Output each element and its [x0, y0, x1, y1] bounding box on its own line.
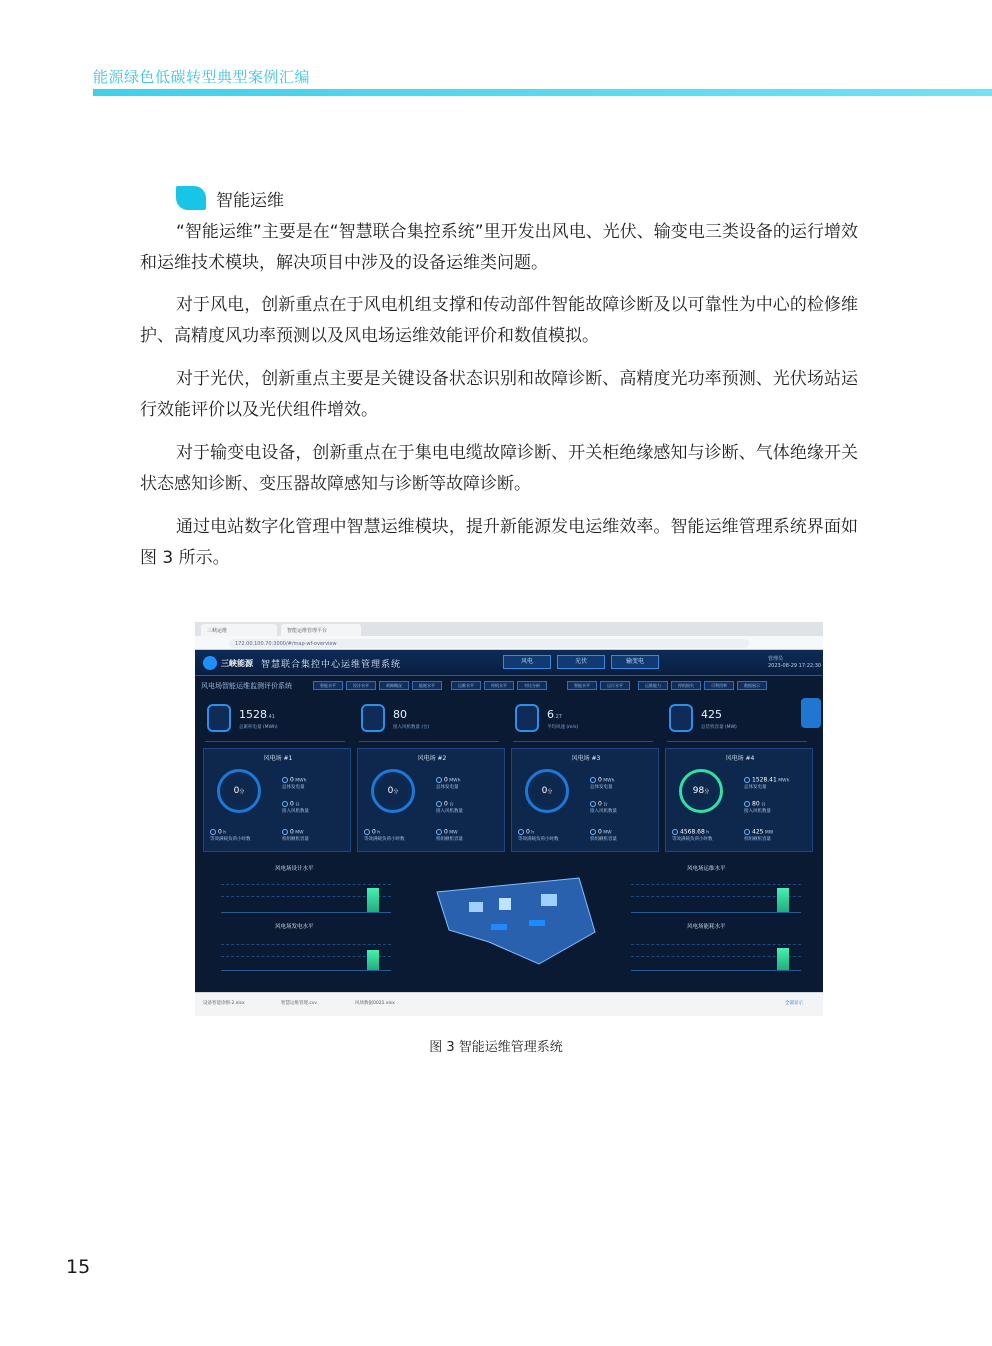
wind-farm-card[interactable] [357, 748, 505, 852]
sub-button[interactable]: 智能水平 [313, 681, 343, 690]
capacity-icon [669, 704, 693, 732]
download-item[interactable]: 风场数据0021.xlsx [355, 1001, 395, 1006]
brand-name: 三峡能源 [221, 659, 253, 668]
grid-line [221, 896, 391, 897]
gauge-unit: 分 [393, 789, 399, 795]
sub-button[interactable]: 运维水平 [451, 681, 481, 690]
kpi-label: 平均风速 (m/s) [547, 725, 579, 730]
metric-energy: 0 MWh 总体发电量 [282, 776, 307, 790]
card-title: 风电场 #3 [571, 755, 601, 762]
kpi-value: 80 [393, 708, 407, 721]
clock-icon [210, 829, 216, 835]
metric-turbines: 0 台 接入风机数量 [436, 800, 463, 814]
kpi-value: 425 [701, 708, 722, 721]
gauge-value: 0 [387, 786, 394, 796]
section-title: 智能运维 [216, 190, 284, 211]
metric-capacity: 0 MW 机组额机容量 [590, 828, 617, 842]
sub-button[interactable]: 数据展示 [737, 681, 767, 690]
paragraph: 对于风电，创新重点在于风电机组支撑和传动部件智能故障诊断及以可靠性为中心的检修维护、高精度风功率预测以及风电场运维效能评价和数值模拟。 [140, 295, 858, 346]
chart-bar [367, 888, 379, 912]
turbine-icon [361, 704, 385, 732]
score-gauge [525, 769, 569, 813]
wind-icon [515, 704, 539, 732]
header-rule [93, 89, 992, 96]
chart-baseline [221, 912, 391, 913]
energy-icon [436, 777, 442, 783]
chart-bar [777, 888, 789, 912]
paragraph: 对于输变电设备，创新重点在于集电电缆故障诊断、开关柜绝缘感知与诊断、气体绝缘开关状态感知诊断、变压器故障感知与诊断等故障诊断。 [140, 443, 858, 494]
system-screenshot-figure [195, 622, 823, 1016]
browser-tab[interactable]: 三峡运维 [201, 624, 277, 636]
show-all-downloads-link[interactable]: 全部显示 [785, 1001, 803, 1006]
paragraph: 通过电站数字化管理中智慧运维模块，提升新能源发电运维效率。智能运维管理系统界面如图 3 所示。 [140, 517, 858, 568]
sub-toolbar [195, 678, 823, 692]
grid-line [221, 956, 391, 957]
kpi-label: 接入风机数量 (台) [393, 725, 430, 730]
metric-capacity: 0 MW 机组额机容量 [282, 828, 309, 842]
page-number: 15 [66, 1256, 91, 1278]
chart-baseline [631, 912, 801, 913]
kpi-capacity [661, 700, 811, 744]
browser-tab[interactable]: 智能运维管理平台 [281, 624, 361, 636]
kpi-label: 总装机容量 (MW) [701, 725, 737, 730]
download-item[interactable]: 设备智能诊断·2.xlsx [203, 1001, 245, 1006]
capacity-icon [590, 829, 596, 835]
nav-tab-wind[interactable]: 风电 [503, 655, 551, 669]
sub-button[interactable]: 可利用率 [704, 681, 734, 690]
grid-line [631, 884, 801, 885]
kpi-label: 总累积电量 (MWh) [239, 725, 278, 730]
download-bar [195, 992, 823, 1016]
wind-farm-card[interactable] [511, 748, 659, 852]
sub-button[interactable]: 故障概况 [379, 681, 409, 690]
kpi-value: 6 [547, 708, 554, 721]
sub-button[interactable]: 停机损失 [671, 681, 701, 690]
metric-hours: 0 h 等效满载负荷小时数 [364, 828, 405, 842]
grid-line [631, 896, 801, 897]
metric-capacity: 0 MW 机组额机容量 [436, 828, 463, 842]
chart-baseline [221, 970, 391, 971]
paragraph: 对于光伏，创新重点主要是关键设备状态识别和故障诊断、高精度光功率预测、光伏场站运行效能评价以及光伏组件增效。 [140, 369, 858, 420]
wind-farm-card[interactable] [203, 748, 351, 852]
gauge-unit: 分 [239, 789, 245, 795]
address-bar [195, 636, 823, 650]
subsystem-title: 风电场智能运维监测评价系统 [201, 682, 292, 690]
divider [205, 741, 345, 742]
score-gauge [371, 769, 415, 813]
kpi-decimal: .41 [267, 714, 275, 720]
metric-turbines: 0 台 接入风机数量 [282, 800, 309, 814]
chart-baseline [631, 970, 801, 971]
user-info [768, 656, 821, 670]
energy-icon [590, 777, 596, 783]
sub-button[interactable]: 能耗水平 [412, 681, 442, 690]
kpi-value: 1528 [239, 708, 267, 721]
nav-tab-solar[interactable]: 光伏 [557, 655, 605, 669]
card-title: 风电场 #4 [725, 755, 755, 762]
turbine-icon [744, 801, 750, 807]
logo-icon [203, 656, 217, 670]
sub-button[interactable]: 停机水平 [484, 681, 514, 690]
turbine-icon [282, 801, 288, 807]
energy-icon [282, 777, 288, 783]
clock-icon [518, 829, 524, 835]
grid-line [631, 956, 801, 957]
grid-line [221, 884, 391, 885]
chart-bar [777, 948, 789, 970]
gauge-unit: 分 [547, 789, 553, 795]
wind-farm-3d-map[interactable] [429, 872, 599, 968]
gauge-unit: 分 [704, 789, 710, 795]
browser-tab-bar [195, 622, 823, 636]
panel-title: 风电场能耗水平 [687, 924, 726, 930]
panel-title: 风电场运维水平 [687, 866, 726, 872]
grid-line [221, 944, 391, 945]
metric-energy: 0 MWh 总体发电量 [590, 776, 615, 790]
running-header: 能源绿色低碳转型典型案例汇编 [93, 68, 311, 86]
sub-button[interactable]: 运行水平 [600, 681, 630, 690]
divider [513, 741, 653, 742]
section-heading [176, 186, 284, 210]
capacity-icon [744, 829, 750, 835]
sub-button[interactable]: 设计水平 [346, 681, 376, 690]
clock-icon [672, 829, 678, 835]
gauge-value: 0 [541, 786, 548, 796]
energy-icon [207, 704, 231, 732]
datetime: 2023-08-29 17:22:30 [768, 663, 822, 669]
kpi-turbine-count [353, 700, 503, 744]
gauge-value: 98 [692, 786, 705, 796]
clock-icon [364, 829, 370, 835]
panel-title: 风电场设计水平 [275, 866, 314, 872]
kpi-total-energy [199, 700, 349, 744]
capacity-icon [436, 829, 442, 835]
paragraph: “智能运维”主要是在“智慧联合集控系统”里开发出风电、光伏、输变电三类设备的运行增效和运维技术模块，解决项目中涉及的设备运维类问题。 [140, 222, 858, 273]
metric-hours: 4568.68 h 等效满载负荷小时数 [672, 828, 713, 842]
chart-bar [367, 950, 379, 970]
sub-button[interactable]: 对比分析 [517, 681, 547, 690]
wind-farm-card[interactable] [665, 748, 813, 852]
figure-caption: 图 3 智能运维管理系统 [429, 1040, 563, 1055]
capacity-icon [282, 829, 288, 835]
user-name[interactable]: 管理员 [768, 656, 784, 662]
gauge-value: 0 [233, 786, 240, 796]
turbine-icon [436, 801, 442, 807]
divider [359, 741, 499, 742]
metric-capacity: 425 MW 机组额机容量 [744, 828, 774, 842]
side-panel-toggle-icon[interactable] [801, 698, 821, 728]
grid-line [631, 944, 801, 945]
app-header [195, 650, 823, 676]
sub-button[interactable]: 智能水平 [567, 681, 597, 690]
sub-button[interactable]: 运维能力 [638, 681, 668, 690]
system-title: 智慧联合集控中心运维管理系统 [261, 660, 402, 670]
nav-tab-transmission[interactable]: 输变电 [611, 655, 659, 669]
turbine-icon [590, 801, 596, 807]
download-item[interactable]: 智慧运维管理.csv [281, 1001, 317, 1006]
metric-energy: 1528.41 MWh 总体发电量 [744, 776, 790, 790]
url-field[interactable]: 172.00.100.70:3000/#/map-wf-overview [229, 639, 749, 648]
card-title: 风电场 #2 [417, 755, 447, 762]
metric-energy: 0 MWh 总体发电量 [436, 776, 461, 790]
metric-hours: 0 h 等效满载负荷小时数 [518, 828, 559, 842]
metric-turbines: 80 台 接入风机数量 [744, 800, 771, 814]
score-gauge [217, 769, 261, 813]
divider [667, 741, 807, 742]
energy-icon [744, 777, 750, 783]
section-marker-icon [176, 186, 206, 210]
card-title: 风电场 #1 [263, 755, 293, 762]
metric-turbines: 0 台 接入风机数量 [590, 800, 617, 814]
score-gauge [679, 769, 723, 813]
kpi-decimal: .27 [554, 714, 562, 720]
metric-hours: 0 h 等效满载负荷小时数 [210, 828, 251, 842]
kpi-wind-speed [507, 700, 657, 744]
panel-title: 风电场发电水平 [275, 924, 314, 930]
